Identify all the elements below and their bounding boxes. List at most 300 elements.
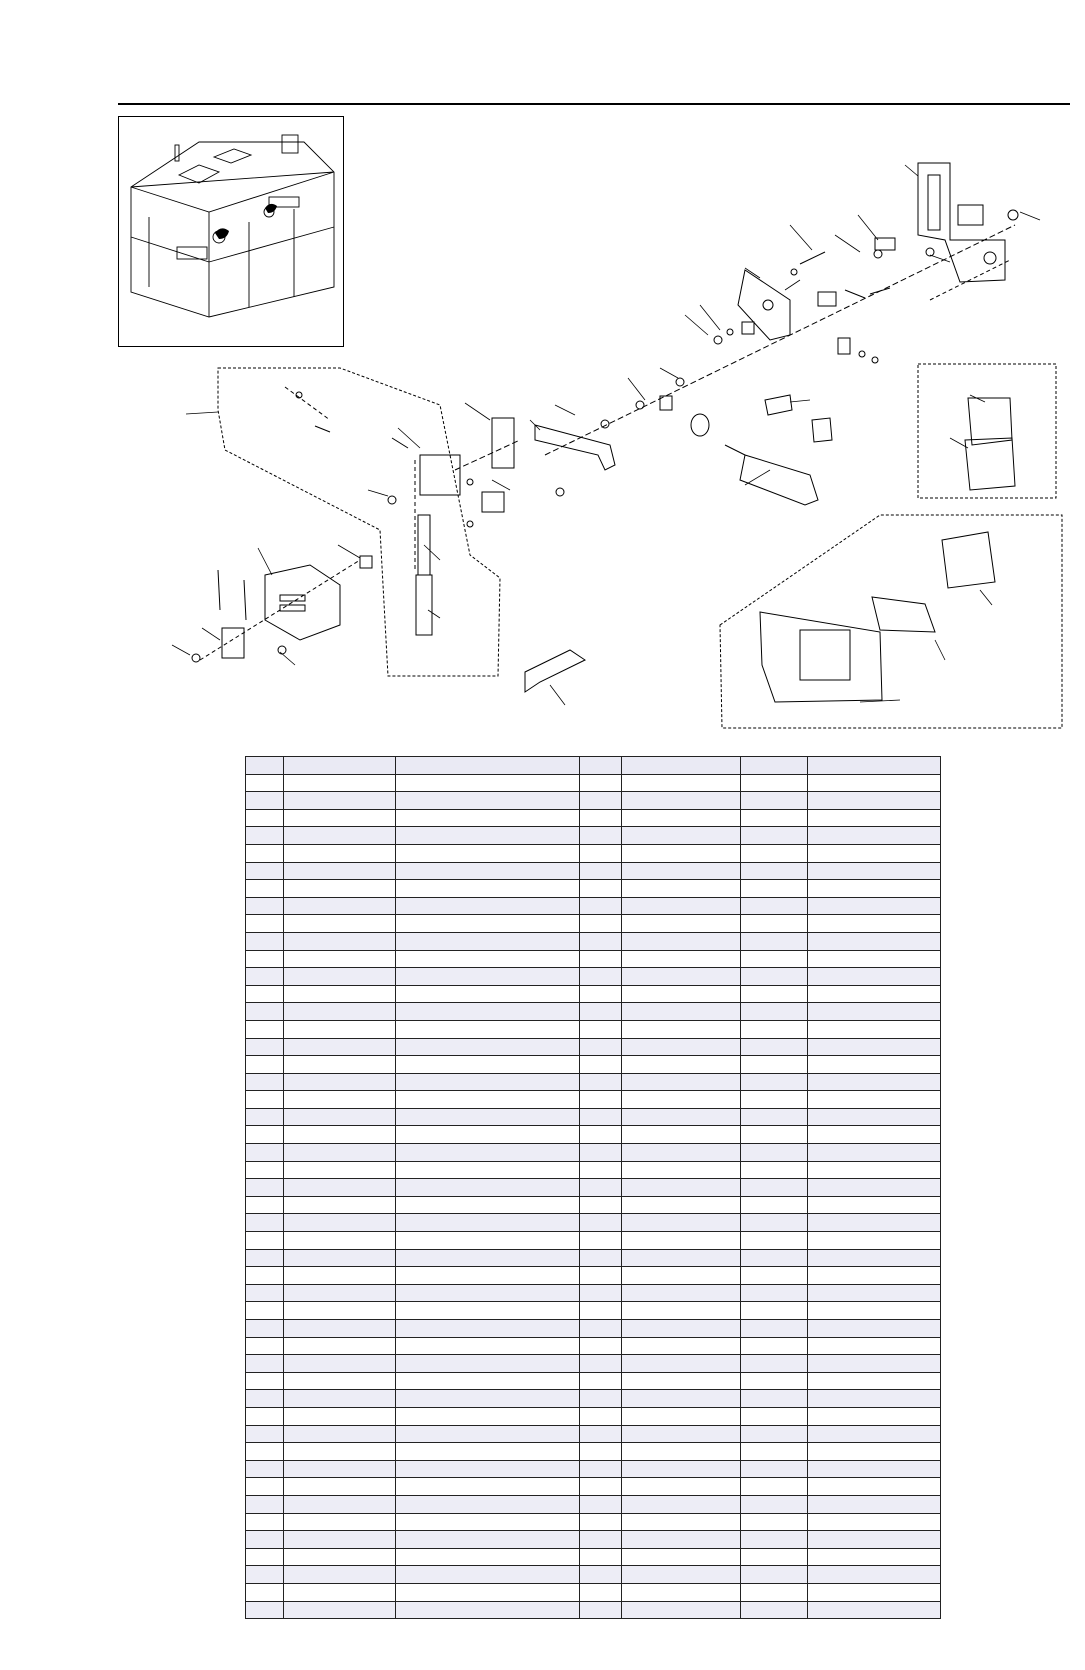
table-cell xyxy=(808,1390,941,1408)
table-cell xyxy=(246,1407,284,1425)
table-cell xyxy=(622,1302,741,1320)
table-cell xyxy=(622,1020,741,1038)
table-cell xyxy=(741,1302,808,1320)
table-cell xyxy=(246,774,284,792)
table-cell xyxy=(246,1601,284,1619)
table-cell xyxy=(622,1407,741,1425)
bracket-option-group-outline xyxy=(918,364,1056,498)
table-cell xyxy=(580,1056,622,1074)
table-cell xyxy=(246,1249,284,1267)
table-cell xyxy=(808,1355,941,1373)
table-cell xyxy=(396,1249,580,1267)
table-cell xyxy=(622,1161,741,1179)
table-cell xyxy=(580,1425,622,1443)
table-cell xyxy=(246,757,284,775)
table-row xyxy=(246,932,941,950)
table-cell xyxy=(246,1214,284,1232)
table-cell xyxy=(741,897,808,915)
exploded-parts-diagram xyxy=(0,0,1085,750)
table-cell xyxy=(622,1460,741,1478)
table-cell xyxy=(396,792,580,810)
table-cell xyxy=(396,1144,580,1162)
table-cell xyxy=(580,1531,622,1549)
table-cell xyxy=(741,809,808,827)
table-cell xyxy=(808,1531,941,1549)
table-cell xyxy=(580,809,622,827)
table-cell xyxy=(741,1531,808,1549)
table-cell xyxy=(580,1179,622,1197)
table-cell xyxy=(284,1320,396,1338)
table-cell xyxy=(284,1073,396,1091)
table-cell xyxy=(622,757,741,775)
cylinder-mount-block-part xyxy=(738,270,790,340)
table-cell xyxy=(580,897,622,915)
table-cell xyxy=(741,1566,808,1584)
table-cell xyxy=(284,862,396,880)
table-cell xyxy=(284,792,396,810)
table-cell xyxy=(396,932,580,950)
table-cell xyxy=(741,1460,808,1478)
table-cell xyxy=(396,1232,580,1250)
table-cell xyxy=(396,1531,580,1549)
table-cell xyxy=(284,1196,396,1214)
table-cell xyxy=(580,827,622,845)
table-cell xyxy=(622,1232,741,1250)
table-cell xyxy=(808,827,941,845)
table-cell xyxy=(284,880,396,898)
table-row xyxy=(246,1161,941,1179)
table-cell xyxy=(284,1091,396,1109)
table-cell xyxy=(808,1161,941,1179)
table-cell xyxy=(622,1073,741,1091)
table-cell xyxy=(580,1548,622,1566)
table-cell xyxy=(741,862,808,880)
table-cell xyxy=(580,757,622,775)
table-cell xyxy=(741,880,808,898)
table-cell xyxy=(741,757,808,775)
table-cell xyxy=(396,1566,580,1584)
table-cell xyxy=(246,1425,284,1443)
table-cell xyxy=(580,1038,622,1056)
table-cell xyxy=(246,1495,284,1513)
table-cell xyxy=(246,1320,284,1338)
table-cell xyxy=(808,1020,941,1038)
table-cell xyxy=(580,1091,622,1109)
table-row xyxy=(246,1548,941,1566)
table-cell xyxy=(246,1056,284,1074)
table-cell xyxy=(246,915,284,933)
table-cell xyxy=(246,1390,284,1408)
table-cell xyxy=(741,1267,808,1285)
table-cell xyxy=(622,1372,741,1390)
table-row xyxy=(246,1372,941,1390)
table-cell xyxy=(741,1337,808,1355)
table-cell xyxy=(622,1355,741,1373)
table-cell xyxy=(622,1583,741,1601)
table-row xyxy=(246,985,941,1003)
table-cell xyxy=(808,1056,941,1074)
table-cell xyxy=(741,1161,808,1179)
table-cell xyxy=(741,1372,808,1390)
table-row xyxy=(246,1003,941,1021)
table-cell xyxy=(246,1284,284,1302)
table-cell xyxy=(808,1407,941,1425)
table-cell xyxy=(580,1407,622,1425)
table-cell xyxy=(580,1601,622,1619)
table-cell xyxy=(622,1108,741,1126)
table-cell xyxy=(284,1478,396,1496)
table-cell xyxy=(580,1249,622,1267)
table-cell xyxy=(396,1302,580,1320)
table-row xyxy=(246,1513,941,1531)
table-cell xyxy=(246,1355,284,1373)
table-header-row xyxy=(246,757,941,775)
table-row xyxy=(246,1249,941,1267)
table-cell xyxy=(808,1091,941,1109)
table-cell xyxy=(396,915,580,933)
table-cell xyxy=(622,932,741,950)
table-cell xyxy=(808,1460,941,1478)
table-row xyxy=(246,1179,941,1197)
table-cell xyxy=(284,774,396,792)
table-cell xyxy=(284,1003,396,1021)
table-cell xyxy=(808,1566,941,1584)
table-cell xyxy=(246,1337,284,1355)
table-cell xyxy=(741,950,808,968)
table-cell xyxy=(741,1144,808,1162)
collar-part xyxy=(691,414,709,436)
table-cell xyxy=(396,1320,580,1338)
table-cell xyxy=(246,1531,284,1549)
table-cell xyxy=(808,1267,941,1285)
table-cell xyxy=(808,897,941,915)
table-cell xyxy=(808,1003,941,1021)
table-cell xyxy=(622,1425,741,1443)
table-cell xyxy=(741,1495,808,1513)
table-cell xyxy=(396,1425,580,1443)
table-cell xyxy=(246,844,284,862)
table-cell xyxy=(246,1020,284,1038)
table-row xyxy=(246,1091,941,1109)
table-cell xyxy=(246,862,284,880)
table-row xyxy=(246,1320,941,1338)
table-cell xyxy=(580,880,622,898)
table-cell xyxy=(284,1566,396,1584)
table-cell xyxy=(741,1232,808,1250)
table-cell xyxy=(580,862,622,880)
parts-list-table xyxy=(245,756,941,1619)
air-cylinder-part xyxy=(725,395,832,505)
table-cell xyxy=(284,1126,396,1144)
table-cell xyxy=(284,1425,396,1443)
table-cell xyxy=(396,1196,580,1214)
table-cell xyxy=(741,1214,808,1232)
table-cell xyxy=(246,1513,284,1531)
table-cell xyxy=(246,985,284,1003)
table-cell xyxy=(622,1214,741,1232)
table-cell xyxy=(622,1548,741,1566)
table-cell xyxy=(808,1548,941,1566)
table-cell xyxy=(396,774,580,792)
table-cell xyxy=(580,968,622,986)
table-cell xyxy=(396,1003,580,1021)
table-cell xyxy=(808,1108,941,1126)
table-row xyxy=(246,880,941,898)
table-cell xyxy=(622,1056,741,1074)
table-cell xyxy=(580,1355,622,1373)
table-cell xyxy=(580,1196,622,1214)
table-cell xyxy=(741,792,808,810)
table-cell xyxy=(246,1091,284,1109)
table-cell xyxy=(396,1478,580,1496)
table-cell xyxy=(622,1091,741,1109)
table-row xyxy=(246,1214,941,1232)
table-row xyxy=(246,897,941,915)
table-row xyxy=(246,1196,941,1214)
table-cell xyxy=(246,897,284,915)
table-row xyxy=(246,1073,941,1091)
table-cell xyxy=(622,774,741,792)
table-cell xyxy=(622,880,741,898)
table-cell xyxy=(741,1003,808,1021)
table-row xyxy=(246,1108,941,1126)
table-cell xyxy=(741,827,808,845)
table-cell xyxy=(580,1320,622,1338)
table-cell xyxy=(741,1108,808,1126)
table-cell xyxy=(741,1073,808,1091)
table-cell xyxy=(808,950,941,968)
table-cell xyxy=(246,1566,284,1584)
table-cell xyxy=(622,1144,741,1162)
table-cell xyxy=(246,1583,284,1601)
table-cell xyxy=(396,950,580,968)
table-cell xyxy=(246,1144,284,1162)
table-cell xyxy=(396,1443,580,1461)
table-cell xyxy=(246,792,284,810)
table-cell xyxy=(741,1390,808,1408)
table-cell xyxy=(284,757,396,775)
table-cell xyxy=(808,1179,941,1197)
table-cell xyxy=(580,774,622,792)
table-cell xyxy=(396,1601,580,1619)
table-cell xyxy=(808,1601,941,1619)
table-cell xyxy=(284,1267,396,1285)
table-cell xyxy=(246,809,284,827)
table-row xyxy=(246,862,941,880)
table-cell xyxy=(580,844,622,862)
table-cell xyxy=(580,1583,622,1601)
table-cell xyxy=(808,1320,941,1338)
table-cell xyxy=(741,1425,808,1443)
table-cell xyxy=(284,1390,396,1408)
table-row xyxy=(246,1267,941,1285)
table-cell xyxy=(741,844,808,862)
table-cell xyxy=(741,1478,808,1496)
table-cell xyxy=(580,1390,622,1408)
table-cell xyxy=(284,1513,396,1531)
table-cell xyxy=(808,1443,941,1461)
table-cell xyxy=(396,1337,580,1355)
table-cell xyxy=(741,1583,808,1601)
table-cell xyxy=(284,1302,396,1320)
table-cell xyxy=(622,968,741,986)
table-cell xyxy=(580,1443,622,1461)
table-cell xyxy=(622,844,741,862)
table-cell xyxy=(741,1056,808,1074)
table-cell xyxy=(580,1337,622,1355)
table-row xyxy=(246,1531,941,1549)
table-cell xyxy=(396,1020,580,1038)
table-cell xyxy=(580,792,622,810)
table-cell xyxy=(808,774,941,792)
table-row xyxy=(246,950,941,968)
table-cell xyxy=(808,792,941,810)
table-cell xyxy=(622,1531,741,1549)
table-cell xyxy=(396,1372,580,1390)
table-cell xyxy=(741,1443,808,1461)
table-cell xyxy=(246,1548,284,1566)
sensor-assembly-group-outline xyxy=(218,368,500,676)
table-cell xyxy=(246,1073,284,1091)
table-cell xyxy=(396,1407,580,1425)
table-cell xyxy=(622,1003,741,1021)
table-cell xyxy=(284,1372,396,1390)
table-cell xyxy=(396,1548,580,1566)
table-cell xyxy=(808,985,941,1003)
table-cell xyxy=(808,1214,941,1232)
table-cell xyxy=(741,1355,808,1373)
table-cell xyxy=(396,844,580,862)
table-row xyxy=(246,1337,941,1355)
table-cell xyxy=(284,1601,396,1619)
table-cell xyxy=(580,1161,622,1179)
table-cell xyxy=(284,932,396,950)
table-cell xyxy=(284,1020,396,1038)
table-cell xyxy=(741,1548,808,1566)
table-cell xyxy=(580,1020,622,1038)
table-cell xyxy=(284,1232,396,1250)
table-cell xyxy=(622,862,741,880)
table-cell xyxy=(246,1372,284,1390)
table-cell xyxy=(580,985,622,1003)
table-cell xyxy=(284,1337,396,1355)
table-cell xyxy=(580,1566,622,1584)
table-cell xyxy=(396,1513,580,1531)
table-cell xyxy=(580,1284,622,1302)
table-cell xyxy=(246,1478,284,1496)
table-row xyxy=(246,827,941,845)
table-cell xyxy=(622,1038,741,1056)
table-cell xyxy=(808,1144,941,1162)
table-cell xyxy=(622,1179,741,1197)
table-cell xyxy=(741,1020,808,1038)
table-cell xyxy=(580,1232,622,1250)
table-cell xyxy=(580,1144,622,1162)
table-cell xyxy=(580,1372,622,1390)
table-cell xyxy=(741,1196,808,1214)
table-cell xyxy=(396,968,580,986)
table-cell xyxy=(284,1038,396,1056)
table-cell xyxy=(808,1126,941,1144)
table-cell xyxy=(284,1460,396,1478)
table-cell xyxy=(622,1478,741,1496)
table-cell xyxy=(246,1232,284,1250)
clip-part xyxy=(838,338,850,354)
table-cell xyxy=(246,1460,284,1478)
table-cell xyxy=(741,1249,808,1267)
table-row xyxy=(246,1355,941,1373)
table-row xyxy=(246,915,941,933)
frame-bracket-part xyxy=(918,163,1005,282)
table-cell xyxy=(396,1179,580,1197)
table-row xyxy=(246,1583,941,1601)
table-cell xyxy=(284,1355,396,1373)
table-cell xyxy=(741,932,808,950)
table-cell xyxy=(396,1038,580,1056)
table-cell xyxy=(396,1091,580,1109)
table-cell xyxy=(580,1003,622,1021)
table-cell xyxy=(808,1337,941,1355)
table-cell xyxy=(580,1460,622,1478)
table-cell xyxy=(808,1302,941,1320)
table-row xyxy=(246,1443,941,1461)
table-cell xyxy=(284,1179,396,1197)
table-cell xyxy=(622,1390,741,1408)
table-cell xyxy=(396,1214,580,1232)
sensor-block-part xyxy=(416,418,514,635)
table-row xyxy=(246,1425,941,1443)
table-cell xyxy=(741,985,808,1003)
table-row xyxy=(246,1601,941,1619)
table-cell xyxy=(246,1443,284,1461)
table-cell xyxy=(580,1108,622,1126)
table-cell xyxy=(808,1249,941,1267)
table-cell xyxy=(808,862,941,880)
table-cell xyxy=(741,968,808,986)
table-cell xyxy=(284,844,396,862)
table-cell xyxy=(396,827,580,845)
plate-option-group-outline xyxy=(720,515,1062,728)
table-cell xyxy=(396,1267,580,1285)
table-cell xyxy=(808,1073,941,1091)
table-cell xyxy=(284,1056,396,1074)
table-row xyxy=(246,1020,941,1038)
table-cell xyxy=(246,1302,284,1320)
table-row xyxy=(246,1495,941,1513)
table-cell xyxy=(396,862,580,880)
table-cell xyxy=(246,1267,284,1285)
table-cell xyxy=(396,1460,580,1478)
table-cell xyxy=(622,1267,741,1285)
table-cell xyxy=(284,1548,396,1566)
table-cell xyxy=(580,1126,622,1144)
table-cell xyxy=(396,1108,580,1126)
spacer-part xyxy=(742,322,754,334)
table-cell xyxy=(284,809,396,827)
table-row xyxy=(246,774,941,792)
table-cell xyxy=(396,1390,580,1408)
table-row xyxy=(246,844,941,862)
table-cell xyxy=(580,1478,622,1496)
table-cell xyxy=(622,1601,741,1619)
table-cell xyxy=(741,1038,808,1056)
table-cell xyxy=(246,932,284,950)
table-cell xyxy=(622,827,741,845)
table-cell xyxy=(284,897,396,915)
table-cell xyxy=(246,1196,284,1214)
table-cell xyxy=(808,1232,941,1250)
table-cell xyxy=(622,1320,741,1338)
